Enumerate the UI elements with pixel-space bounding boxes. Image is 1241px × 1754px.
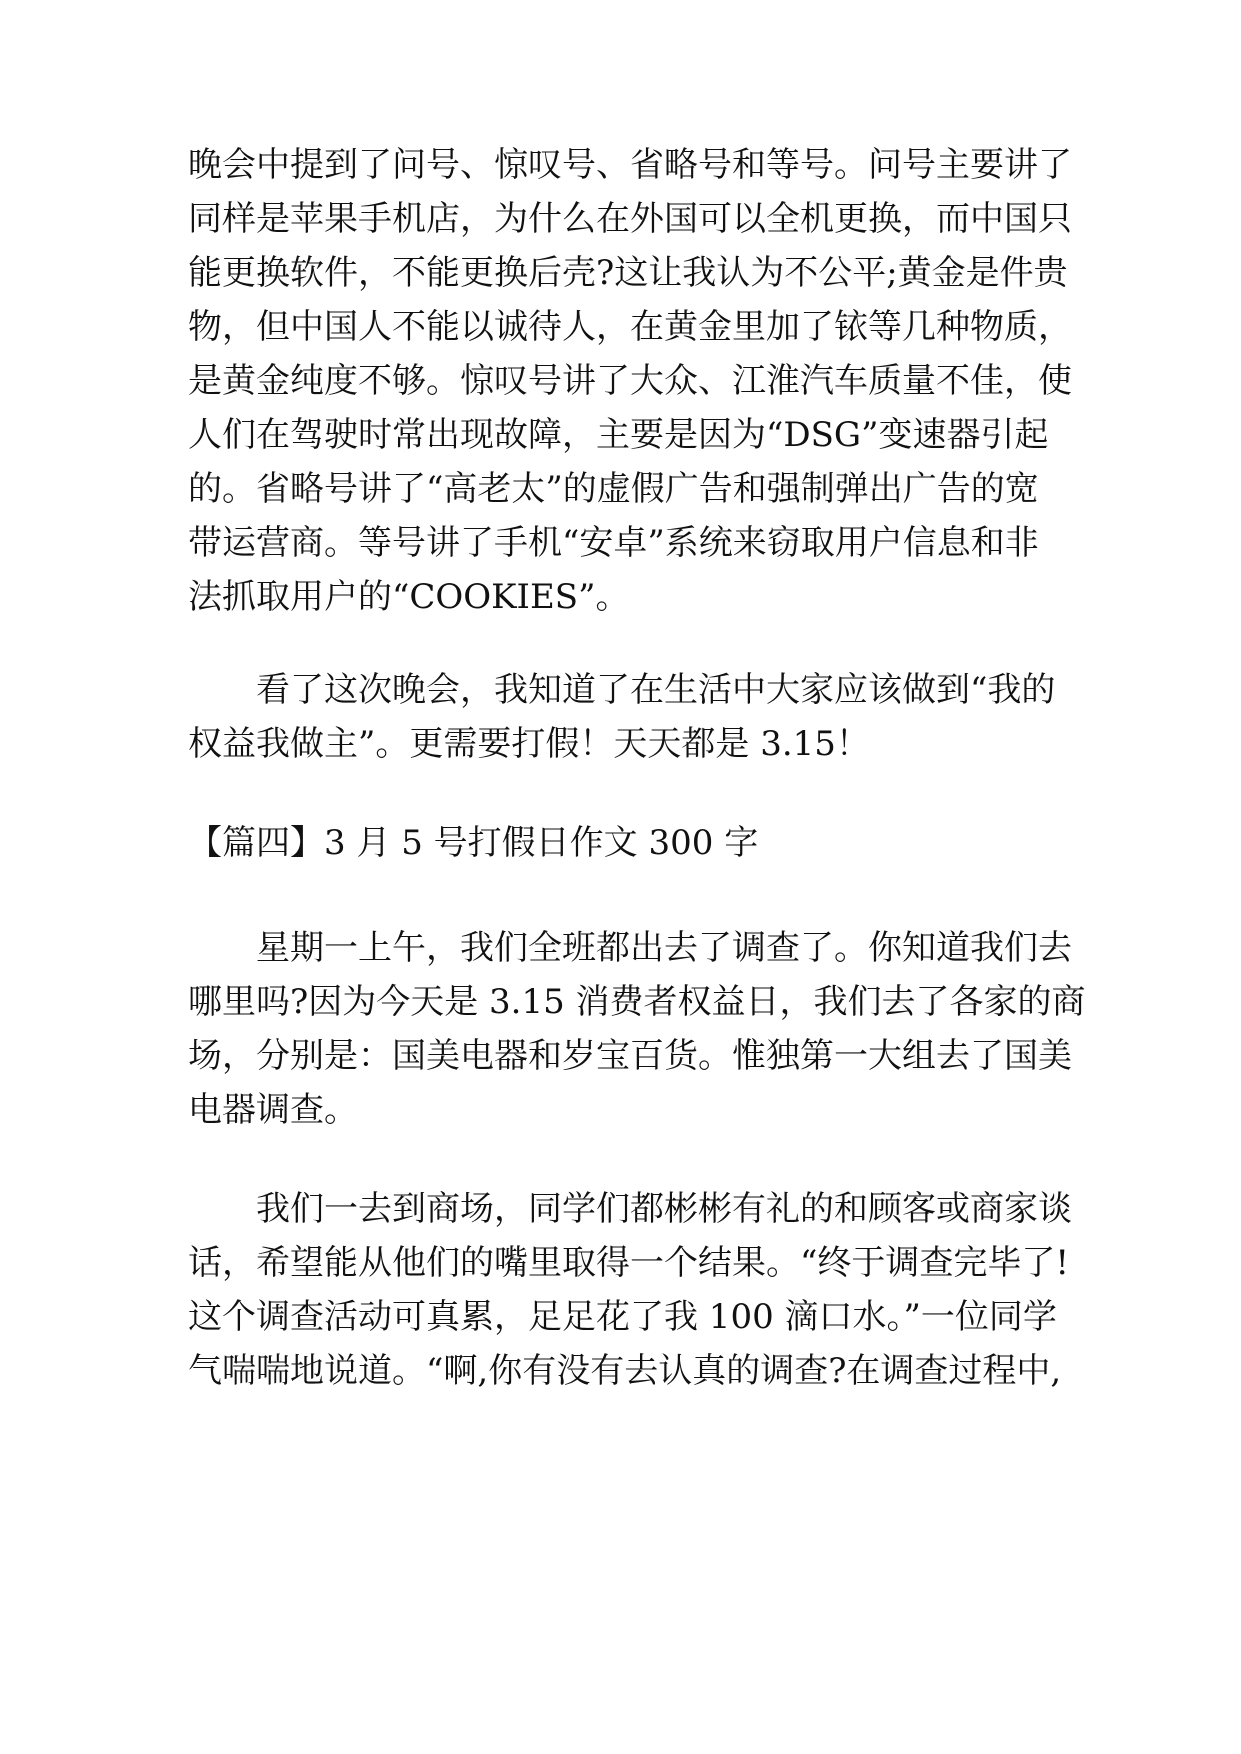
paragraph-line: 法抓取用户的“COOKIES”。 [188, 577, 630, 617]
paragraph-line: 我们一去到商场，同学们都彬彬有礼的和顾客或商家谈 [256, 1189, 1072, 1229]
paragraph-line: 权益我做主”。更需要打假！天天都是 3.15！ [188, 724, 870, 764]
paragraph-line: 话，希望能从他们的嘴里取得一个结果。“终于调查完毕了! [188, 1243, 1070, 1283]
paragraph-line: 是黄金纯度不够。惊叹号讲了大众、江淮汽车质量不佳，使 [188, 361, 1072, 401]
heading-line: 【篇四】3 月 5 号打假日作文 300 字 [188, 823, 759, 863]
paragraph-line: 物，但中国人不能以诚待人，在黄金里加了铱等几种物质， [188, 307, 1072, 347]
paragraph-line: 哪里吗?因为今天是 3.15 消费者权益日，我们去了各家的商 [188, 982, 1086, 1022]
paragraph-line: 看了这次晚会，我知道了在生活中大家应该做到“我的 [256, 670, 1056, 710]
paragraph-line: 的。省略号讲了“高老太”的虚假广告和强制弹出广告的宽 [188, 469, 1039, 509]
paragraph-line: 场，分别是：国美电器和岁宝百货。惟独第一大组去了国美 [188, 1036, 1072, 1076]
paragraph-line: 气喘喘地说道。“啊,你有没有去认真的调查?在调查过程中, [188, 1351, 1062, 1391]
paragraph-line: 能更换软件，不能更换后壳?这让我认为不公平;黄金是件贵 [188, 253, 1068, 293]
paragraph-line: 同样是苹果手机店，为什么在外国可以全机更换，而中国只 [188, 199, 1072, 239]
paragraph-line: 晚会中提到了问号、惊叹号、省略号和等号。问号主要讲了 [188, 145, 1072, 185]
paragraph-line: 电器调查。 [188, 1090, 358, 1130]
paragraph-line: 这个调查活动可真累，足足花了我 100 滴口水。”一位同学 [188, 1297, 1057, 1337]
paragraph-line: 人们在驾驶时常出现故障，主要是因为“DSG”变速器引起 [188, 415, 1049, 455]
paragraph-line: 带运营商。等号讲了手机“安卓”系统来窃取用户信息和非 [188, 523, 1039, 563]
paragraph-line: 星期一上午，我们全班都出去了调查了。你知道我们去 [256, 928, 1072, 968]
